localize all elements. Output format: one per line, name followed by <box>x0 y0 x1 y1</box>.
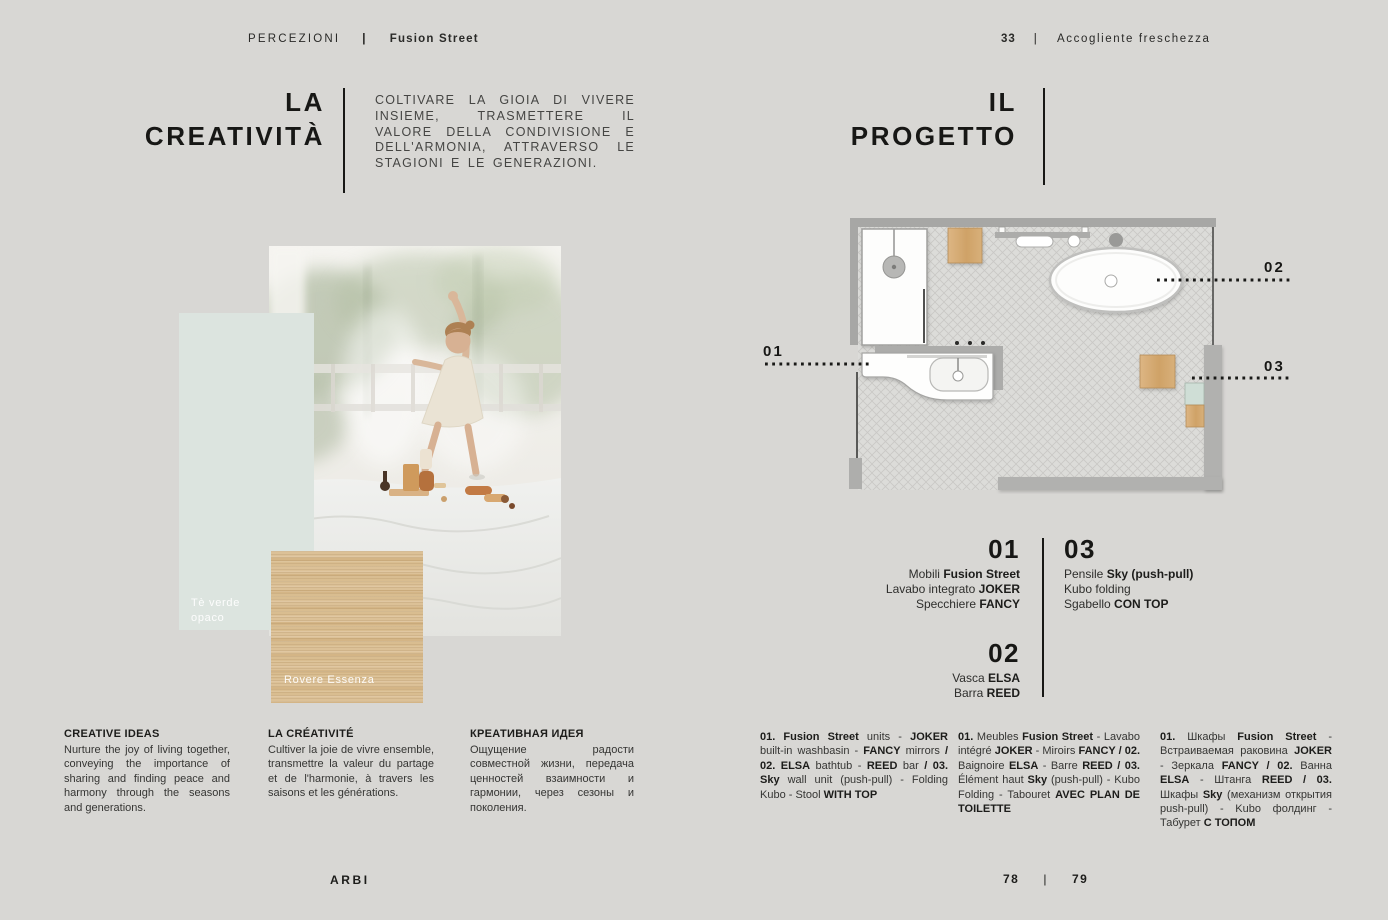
header-separator-right: | <box>1033 33 1039 45</box>
stool-kubo-right <box>1140 355 1175 388</box>
caption-heading: CREATIVE IDEAS <box>64 728 160 740</box>
footer-page-left: 78 <box>1003 872 1020 886</box>
stool-kubo-top <box>948 228 982 263</box>
legend-line: Vasca ELSA <box>952 671 1020 685</box>
header-page-number: 33 <box>1001 33 1016 45</box>
caption-russian <box>470 728 634 815</box>
right-page-title <box>817 85 1017 153</box>
wall-cabinet-sky <box>1185 383 1204 427</box>
shower-enclosure <box>862 229 927 345</box>
legend-line: Mobili Fusion Street <box>908 567 1020 581</box>
legend-line: Lavabo integrato JOKER <box>885 582 1020 596</box>
footer-separator: | <box>1043 872 1048 886</box>
footer-brand: ARBI <box>330 873 370 887</box>
right-title-rule <box>1043 88 1045 185</box>
footer-pages <box>1003 872 1088 886</box>
caption-heading: КРЕАТИВНАЯ ИДЕЯ <box>470 728 584 740</box>
caption-body: Nurture the joy of living together, conveying the importance of sharing and finding peace and harmony through the seasons and generations. <box>64 744 230 814</box>
legend-line: Sgabello CON TOP <box>1064 597 1169 611</box>
header-left <box>248 33 479 45</box>
legend-items-01 <box>830 567 1020 612</box>
legend-number-01: 01 <box>988 534 1020 564</box>
floor-plan <box>755 212 1335 502</box>
plan-callout-03: 03 <box>1264 358 1286 375</box>
left-intro-text: COLTIVARE LA GIOIA DI VIVERE INSIEME, TRASMETTERE IL VALORE DELLA CONDIVISIONE E DELL'ARMONIA, ATTRAVERSO LE STAGIONI E LE GENERAZIONI. <box>375 93 635 171</box>
legend-items-03 <box>1064 567 1264 612</box>
header-section-label: PERCEZIONI <box>248 33 341 45</box>
caption-heading: LA CRÉATIVITÉ <box>268 728 354 740</box>
caption-body: Ощущение радости совместной жизни, передача ценностей взаимности и гармонии, через сезоны и поколения. <box>470 744 634 814</box>
plan-callout-02: 02 <box>1264 259 1286 276</box>
header-collection-name: Fusion Street <box>389 33 479 45</box>
material-swatch-wood <box>271 551 423 703</box>
right-title-line1: IL <box>988 87 1017 117</box>
swatch-label-rovere: Rovere Essenza <box>284 674 375 686</box>
caption-body: Cultiver la joie de vivre ensemble, transmettre la valeur du partage et de l'harmonie, à travers les saisons et les générations. <box>268 744 434 800</box>
header-chapter-name: Accogliente freschezza <box>1056 33 1211 45</box>
product-caption-french: 01. Meubles Fusion Street - Lavabo intégré JOKER - Miroirs FANCY / 02. Baignoire ELSA - Barre REED / 03. Élément haut Sky (push-pull) - Kubo Folding - Tabouret AVEC PLAN DE TOILETTE <box>958 731 1141 816</box>
left-page-title <box>60 85 325 153</box>
right-title-line2: PROGETTO <box>850 121 1017 151</box>
footer-page-right: 79 <box>1071 872 1089 886</box>
legend-line: Barra REED <box>953 686 1020 700</box>
left-title-line2: CREATIVITÀ <box>144 121 325 151</box>
legend-divider <box>1042 538 1044 697</box>
legend-items-02 <box>830 671 1020 701</box>
swatch-label-te-verde: Tè verde opaco <box>191 597 241 624</box>
legend-line: Pensile Sky (push-pull) <box>1064 567 1194 581</box>
header-right <box>1001 33 1210 45</box>
left-title-line1: LA <box>285 87 325 117</box>
caption-french <box>268 728 434 801</box>
product-caption-russian: 01. Шкафы Fusion Street - Встраиваемая раковина JOKER - Зеркала FANCY / 02. Ванна ELSA - Штанга REED / 03. Шкафы Sky (механизм открытия push-pull) - Kubo фолдинг - Табурет С ТОПОМ <box>1160 731 1332 830</box>
legend-line: Specchiere FANCY <box>915 597 1020 611</box>
plan-callout-01: 01 <box>763 343 785 360</box>
product-caption-english: 01. Fusion Street units - JOKER built-in washbasin - FANCY mirrors / 02. ELSA bathtub - REED bar / 03. Sky wall unit (push-pull) - Folding Kubo - Stool WITH TOP <box>760 731 949 801</box>
legend-line: Kubo folding <box>1064 582 1131 596</box>
header-separator: | <box>362 33 368 45</box>
legend-number-02: 02 <box>988 638 1020 668</box>
caption-english <box>64 728 230 815</box>
left-title-rule <box>343 88 345 193</box>
legend-number-03: 03 <box>1064 534 1096 564</box>
